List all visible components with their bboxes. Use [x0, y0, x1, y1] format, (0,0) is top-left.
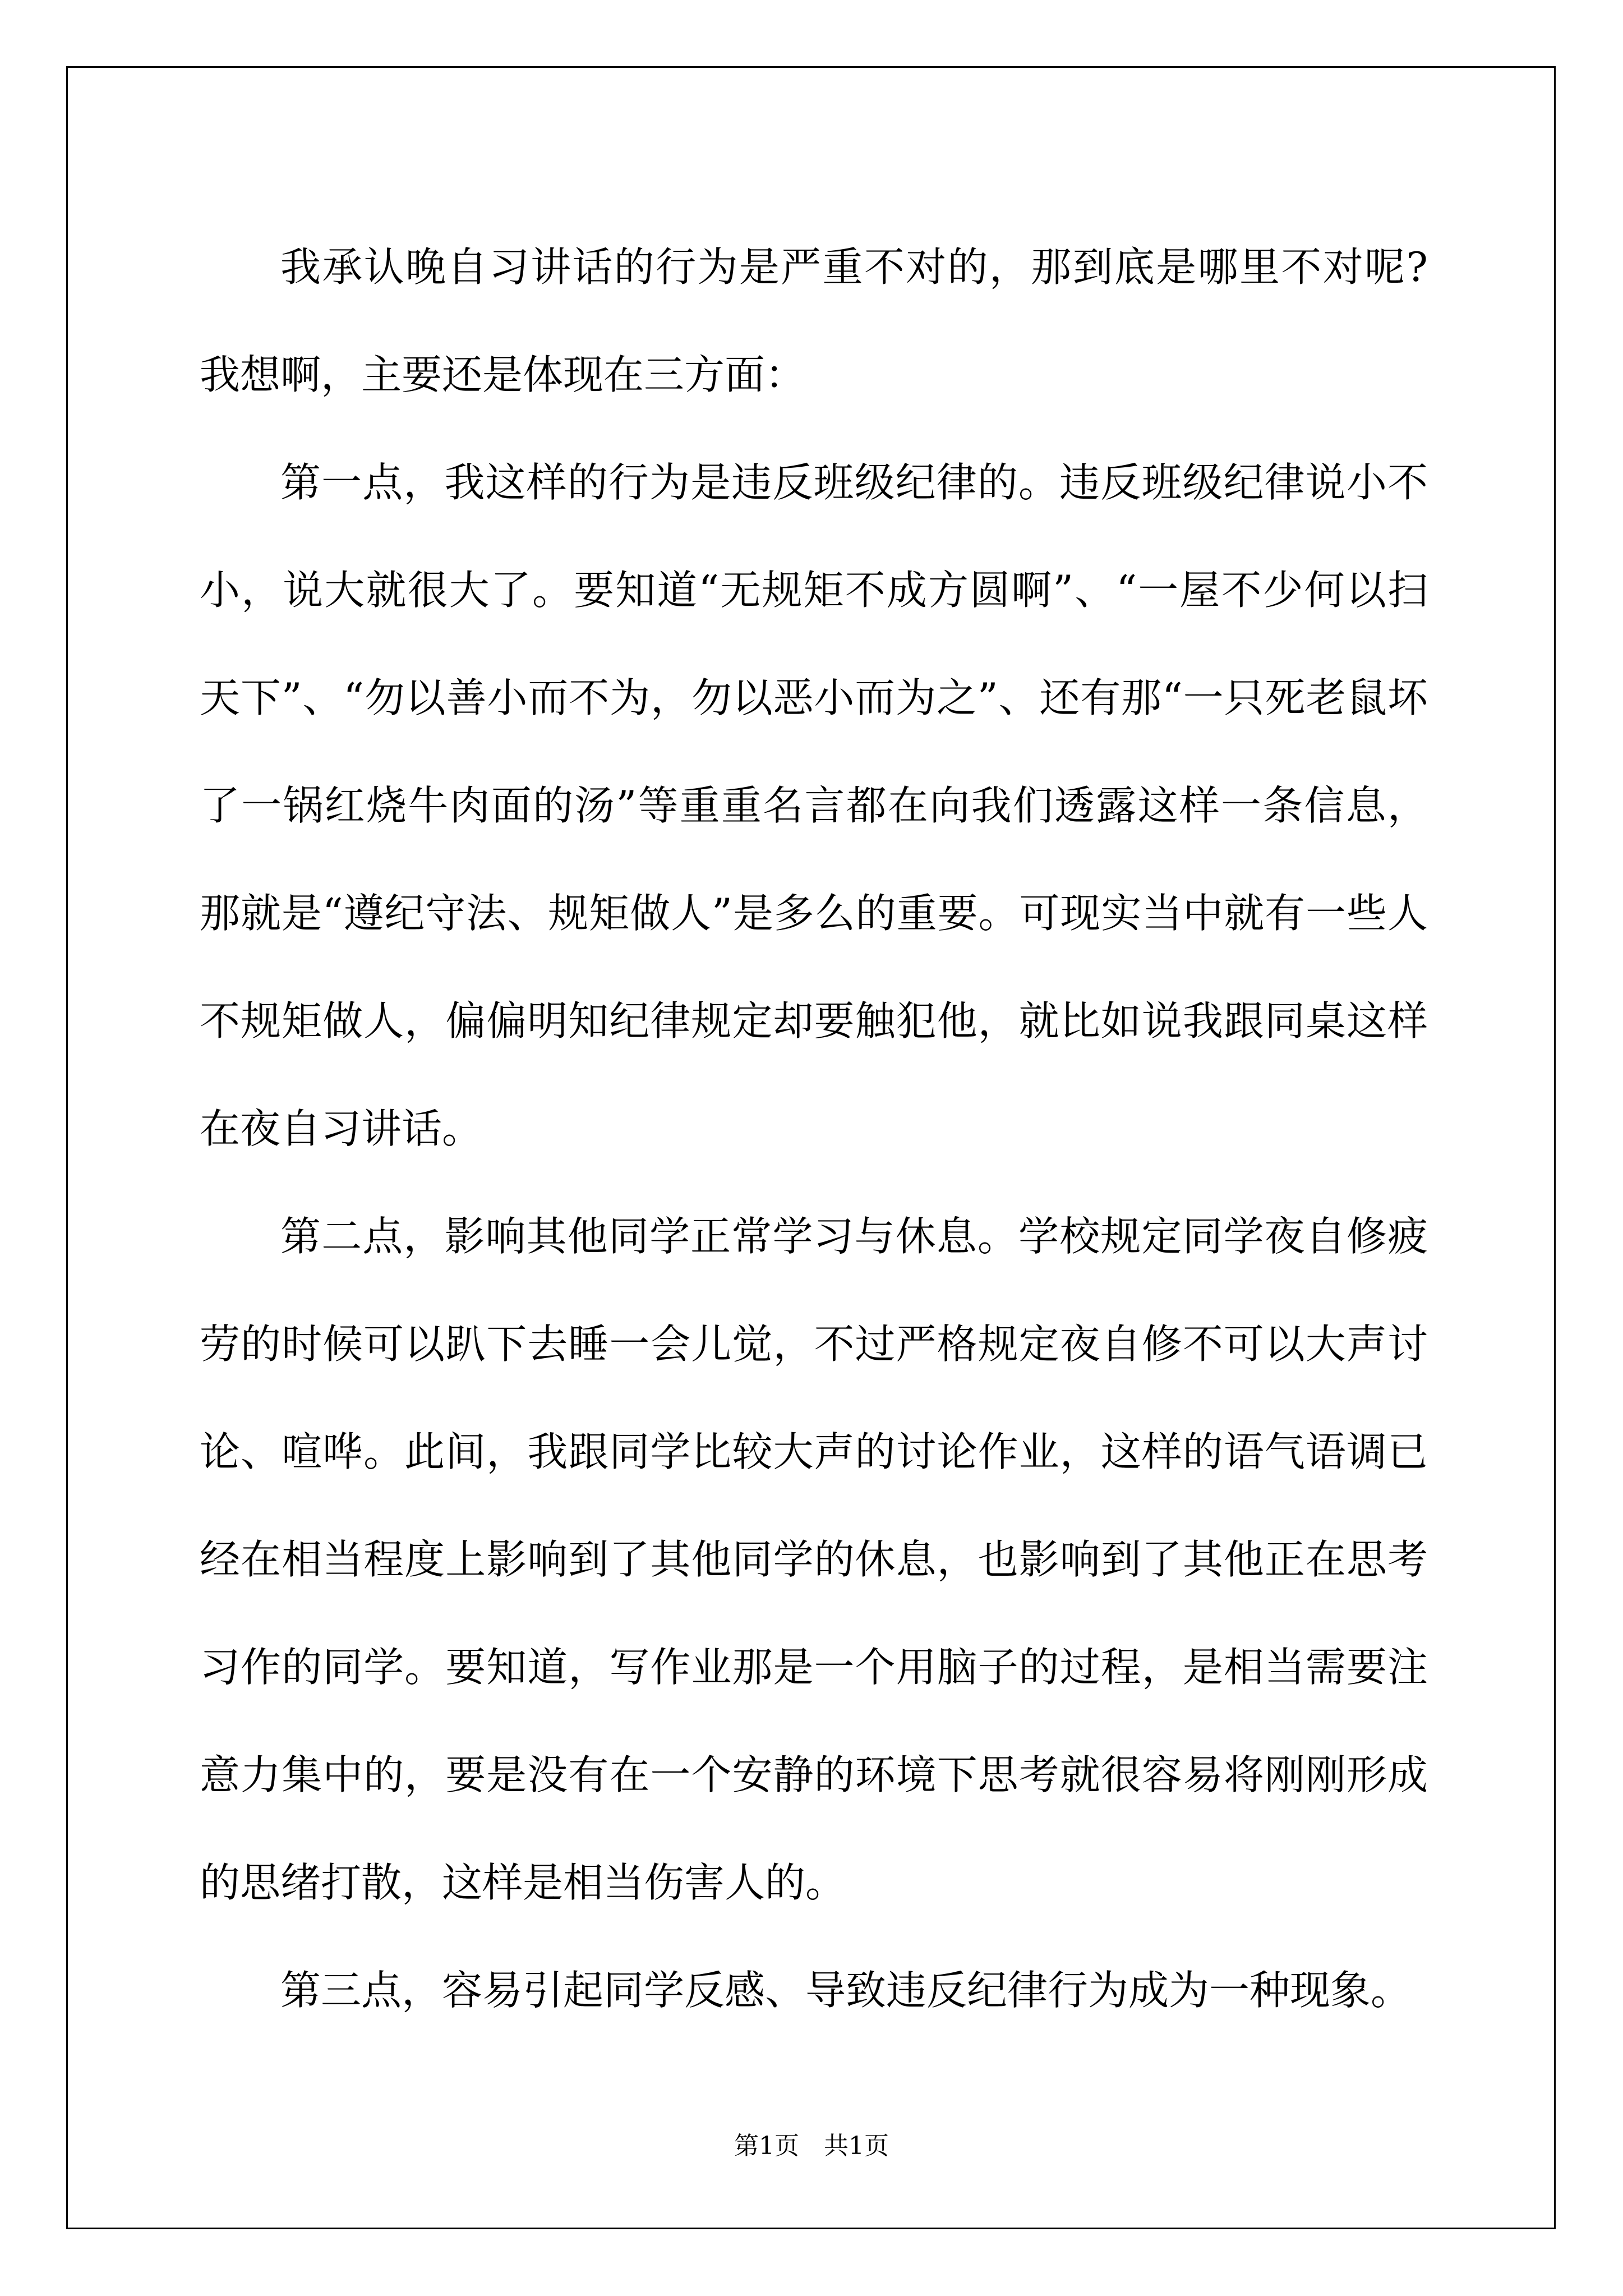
document-body: [200, 213, 1428, 2044]
paragraph-3: 第二点，影响其他同学正常学习与休息。学校规定同学夜自修疲劳的时候可以趴下去睡一会儿觉，不过严格规定夜自修不可以大声讨论、喧哗。此间，我跟同学比较大声的讨论作业，这样的语气语调已经在相当程度上影响到了其他同学的休息，也影响到了其他正在思考习作的同学。要知道，写作业那是一个用脑子的过程，是相当需要注意力集中的，要是没有在一个安静的环境下思考就很容易将刚刚形成的思绪打散，这样是相当伤害人的。: [200, 1213, 1428, 1906]
paragraph-1: 我承认晚自习讲话的行为是严重不对的，那到底是哪里不对呢?我想啊，主要还是体现在三方面：: [200, 243, 1428, 398]
paragraph-4: 第三点，容易引起同学反感、导致违反纪律行为成为一种现象。: [280, 1967, 1412, 2014]
page-footer: 第1页 共1页: [734, 2132, 889, 2160]
paragraph-2: 第一点，我这样的行为是违反班级纪律的。违反班级纪律说小不小，说大就很大了。要知道“无规矩不成方圆啊”、“一屋不少何以扫天下”、“勿以善小而不为，勿以恶小而为之”、还有那“一只死老鼠坏了一锅红烧牛肉面的汤”等重重名言都在向我们透露这样一条信息，那就是“遵纪守法、规矩做人”是多么的重要。可现实当中就有一些人不规矩做人，偏偏明知纪律规定却要触犯他，就比如说我跟同桌这样在夜自习讲话。: [200, 459, 1428, 1152]
